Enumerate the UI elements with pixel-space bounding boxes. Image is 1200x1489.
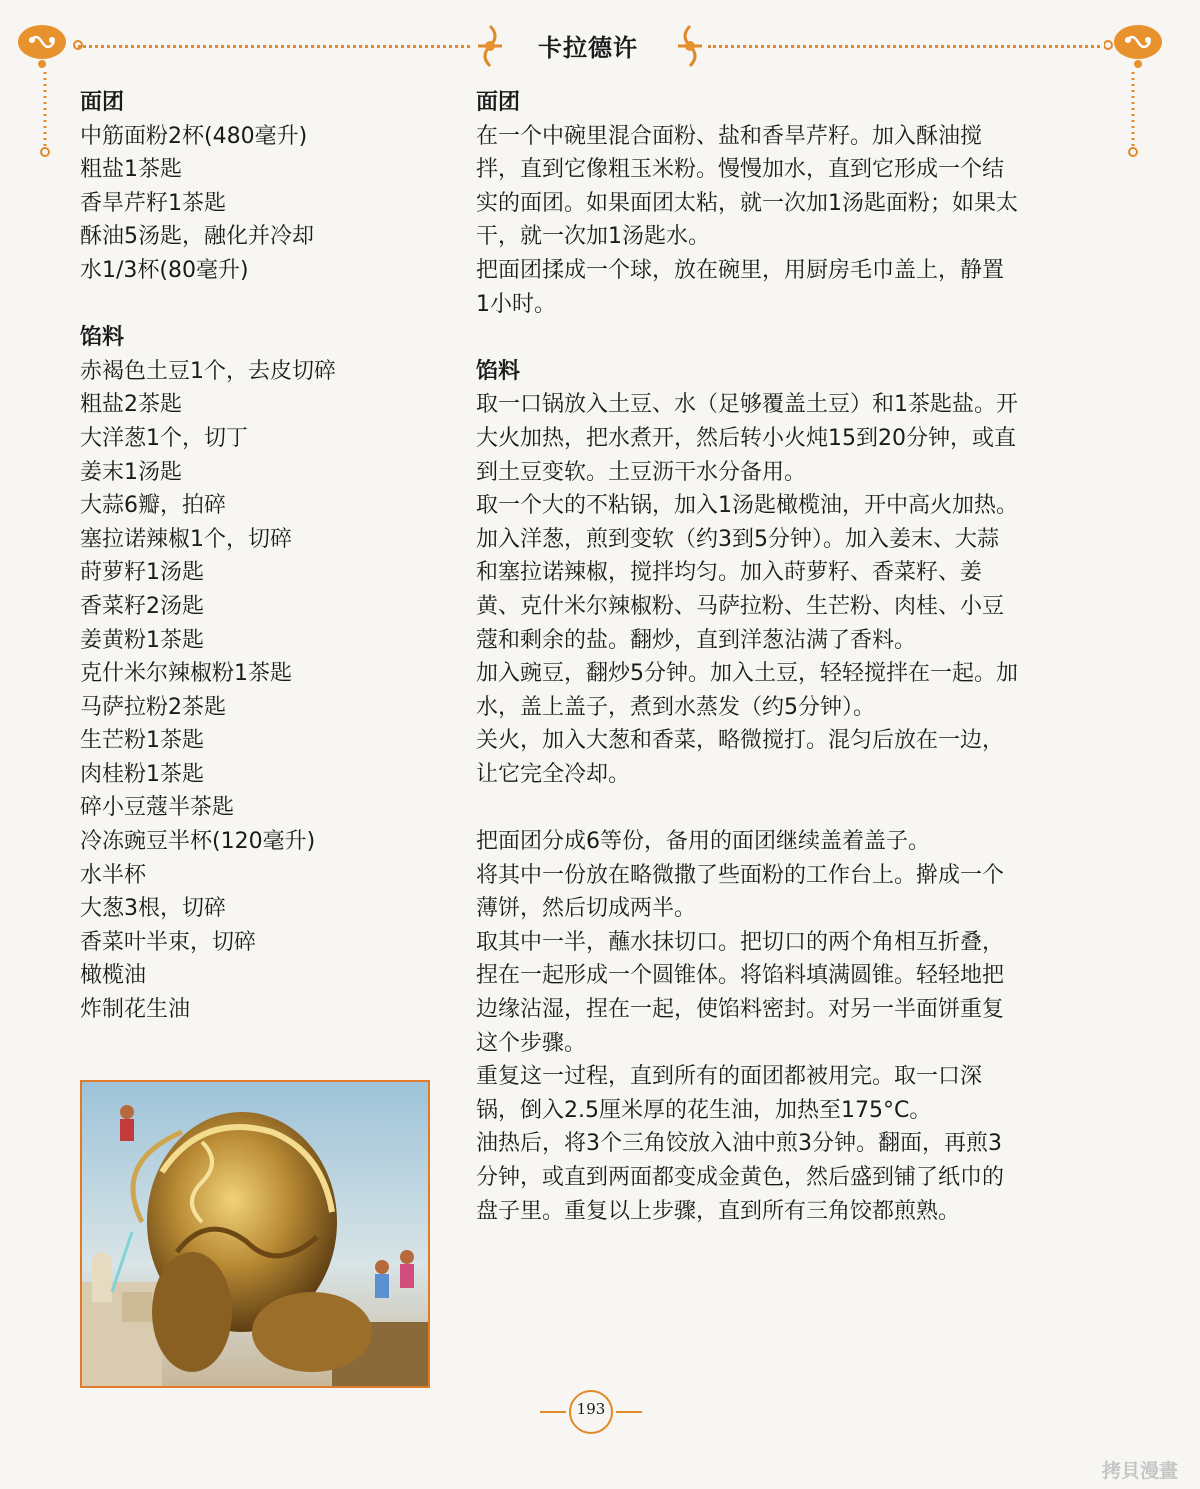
ingredient-item: 大蒜6瓣，拍碎	[80, 493, 226, 519]
instruction-line: 油热后，将3个三角饺放入油中煎3分钟。翻面，再煎3	[476, 1131, 1002, 1157]
instruction-line: 大火加热，把水煮开，然后转小火炖15到20分钟，或直	[476, 425, 1016, 451]
ingredient-item: 碎小豆蔻半茶匙	[80, 795, 235, 821]
ingredient-item: 酥油5汤匙，融化并冷却	[80, 224, 314, 250]
instruction-line: 到土豆变软。土豆沥干水分备用。	[476, 459, 807, 485]
ingredient-item: 克什米尔辣椒粉1茶匙	[80, 661, 292, 687]
corner-ornament-right	[1104, 12, 1184, 162]
ingredient-item: 水1/3杯(80毫升)	[80, 257, 249, 283]
instruction-line: 取其中一半，蘸水抹切口。把切口的两个角相互折叠，	[476, 929, 1005, 955]
ingredient-item: 赤褐色土豆1个，去皮切碎	[80, 358, 336, 384]
ingredient-item: 肉桂粉1茶匙	[80, 761, 204, 787]
golden-construct-illustration	[80, 1080, 430, 1388]
instruction-line: 实的面团。如果面团太粘，就一次加1汤匙面粉；如果太	[476, 190, 1018, 216]
ingredient-item: 塞拉诺辣椒1个，切碎	[80, 526, 292, 552]
instruction-line: 加入洋葱，煎到变软（约3到5分钟）。加入姜末、大蒜	[476, 526, 999, 552]
ingredient-item: 橄榄油	[80, 963, 147, 989]
instruction-line: 取一口锅放入土豆、水（足够覆盖土豆）和1茶匙盐。开	[476, 392, 1018, 418]
instruction-line: 蔻和剩余的盐。翻炒，直到洋葱沾满了香料。	[476, 627, 917, 653]
ingredient-item: 炸制花生油	[80, 997, 191, 1023]
header-dotted-line-left	[78, 45, 470, 48]
dough-ingredients-list	[80, 120, 450, 288]
ingredient-item: 中筋面粉2杯(480毫升)	[80, 123, 308, 149]
ingredient-item: 冷冻豌豆半杯(120毫升)	[80, 829, 316, 855]
filling-ingredients-list	[80, 355, 450, 1027]
instruction-line: 重复这一过程，直到所有的面团都被用完。取一口深	[476, 1064, 983, 1090]
dough-instructions	[476, 120, 1106, 322]
ingredient-item: 香菜叶半束，切碎	[80, 929, 257, 955]
assembly-instructions	[476, 825, 1106, 1228]
flourish-icon-right	[672, 22, 708, 70]
instruction-line: 让它完全冷却。	[476, 761, 631, 787]
ingredient-item: 粗盐1茶匙	[80, 157, 182, 183]
instructions-column	[476, 86, 1106, 1228]
ingredient-item: 姜末1汤匙	[80, 459, 182, 485]
header-dotted-line-right	[708, 45, 1100, 48]
instruction-line: 捏在一起形成一个圆锥体。将馅料填满圆锥。轻轻地把	[476, 963, 1005, 989]
page-number: 193	[576, 1400, 606, 1418]
instruction-line: 和塞拉诺辣椒，搅拌均匀。加入莳萝籽、香菜籽、姜	[476, 560, 983, 586]
ingredient-item: 莳萝籽1汤匙	[80, 560, 204, 586]
ingredient-item: 马萨拉粉2茶匙	[80, 694, 226, 720]
ingredient-item: 香旱芹籽1茶匙	[80, 190, 226, 216]
instruction-line: 取一个大的不粘锅，加入1汤匙橄榄油，开中高火加热。	[476, 493, 1018, 519]
ingredients-column	[80, 86, 450, 1027]
dough-ingredients-heading: 面团	[80, 90, 125, 115]
instruction-line: 把面团分成6等份，备用的面团继续盖着盖子。	[476, 829, 930, 855]
filling-instructions-heading: 馅料	[476, 358, 521, 384]
ingredient-item: 大葱3根，切碎	[80, 896, 226, 922]
instruction-line: 关火，加入大葱和香菜，略微搅打。混匀后放在一边，	[476, 728, 1005, 754]
instruction-line: 边缘沾湿，捏在一起，使馅料密封。对另一半面饼重复	[476, 997, 1005, 1023]
instruction-line: 分钟，或直到两面都变成金黄色，然后盛到铺了纸巾的	[476, 1165, 1005, 1190]
instruction-line: 把面团揉成一个球，放在碗里，用厨房毛巾盖上，静置	[476, 257, 1005, 283]
watermark: 拷貝漫畫	[1102, 1460, 1179, 1482]
ingredient-item: 粗盐2茶匙	[80, 392, 182, 418]
dough-instructions-heading: 面团	[476, 90, 521, 115]
instruction-line: 锅，倒入2.5厘米厚的花生油，加热至175°C。	[476, 1097, 932, 1123]
instruction-line: 在一个中碗里混合面粉、盐和香旱芹籽。加入酥油搅	[476, 123, 983, 149]
instruction-line: 将其中一份放在略微撒了些面粉的工作台上。擀成一个	[476, 862, 1005, 888]
instruction-line: 1小时。	[476, 291, 556, 317]
ingredient-item: 大洋葱1个，切丁	[80, 425, 248, 451]
instruction-line: 干，就一次加1汤匙水。	[476, 224, 710, 250]
instruction-line: 水，盖上盖子，煮到水蒸发（约5分钟）。	[476, 694, 875, 720]
ingredient-item: 生芒粉1茶匙	[80, 728, 204, 754]
instruction-line: 这个步骤。	[476, 1030, 587, 1056]
instruction-line: 黄、克什米尔辣椒粉、马萨拉粉、生芒粉、肉桂、小豆	[476, 593, 1005, 619]
filling-ingredients-heading: 馅料	[80, 325, 125, 351]
ingredient-item: 水半杯	[80, 862, 147, 888]
instruction-line: 盘子里。重复以上步骤，直到所有三角饺都煎熟。	[476, 1198, 961, 1224]
page-title: 卡拉德许	[538, 34, 638, 62]
instruction-line: 拌，直到它像粗玉米粉。慢慢加水，直到它形成一个结	[476, 157, 1005, 183]
instruction-line: 薄饼，然后切成两半。	[476, 896, 697, 922]
instruction-line: 加入豌豆，翻炒5分钟。加入土豆，轻轻搅拌在一起。加	[476, 661, 1018, 687]
filling-instructions	[476, 388, 1106, 791]
ingredient-item: 香菜籽2汤匙	[80, 593, 204, 619]
ingredient-item: 姜黄粉1茶匙	[80, 627, 204, 653]
corner-ornament-left	[8, 12, 88, 162]
